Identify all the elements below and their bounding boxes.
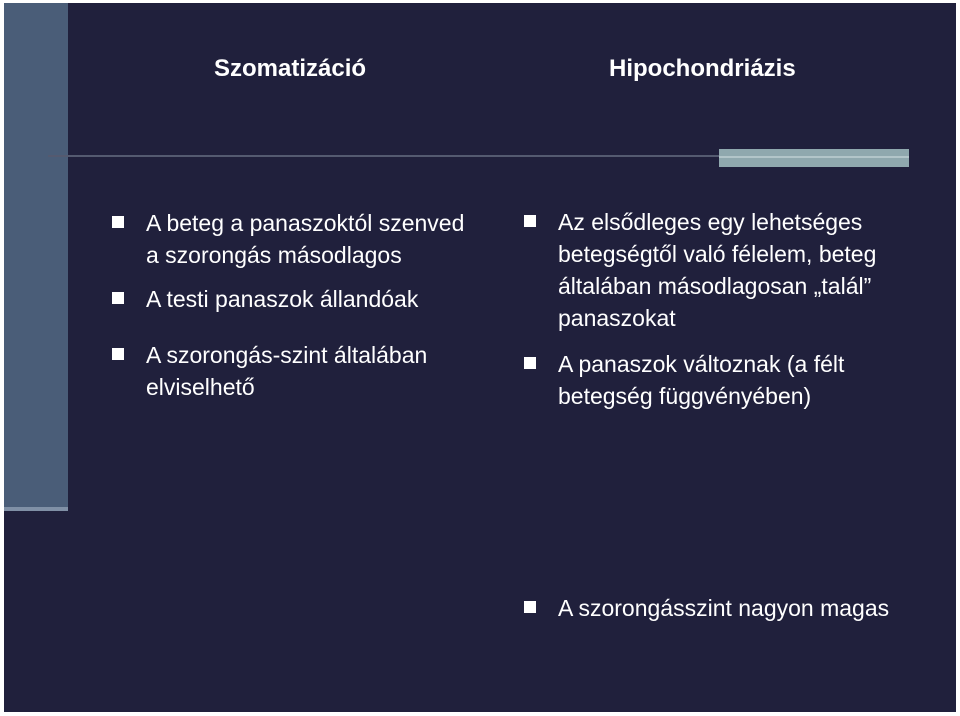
bullet-text: A szorongás-szint általában elviselhető (146, 342, 428, 400)
left-column-heading: Szomatizáció (214, 55, 367, 82)
list-item (108, 207, 478, 271)
square-bullet-icon (112, 348, 124, 360)
list-item (520, 592, 910, 624)
right-column-bullets (520, 206, 910, 412)
square-bullet-icon (112, 292, 124, 304)
right-column-extra-bullets (520, 592, 910, 624)
list-item (108, 283, 478, 315)
decorative-side-bar (4, 3, 68, 509)
bullet-text: Az elsődleges egy lehetséges betegségtől való félelem, beteg általában másodlagosan „talál” panaszokat (558, 209, 877, 331)
square-bullet-icon (112, 216, 124, 228)
right-column-heading: Hipochondriázis (609, 55, 796, 82)
bullet-text: A panaszok változnak (a félt betegség függvényében) (558, 351, 845, 409)
list-item (108, 339, 478, 403)
decorative-accent-line (719, 156, 909, 158)
square-bullet-icon (524, 601, 536, 613)
slide (4, 3, 956, 712)
bullet-text: A testi panaszok állandóak (146, 286, 419, 312)
decorative-side-bar-cap (4, 507, 68, 511)
bullet-text: A beteg a panaszoktól szenved a szorongás másodlagos (146, 210, 465, 268)
list-item (520, 206, 910, 334)
left-column-bullets (108, 207, 478, 403)
square-bullet-icon (524, 357, 536, 369)
decorative-accent-bar (719, 149, 909, 167)
bullet-text: A szorongásszint nagyon magas (558, 595, 890, 621)
list-item (520, 348, 910, 412)
square-bullet-icon (524, 215, 536, 227)
